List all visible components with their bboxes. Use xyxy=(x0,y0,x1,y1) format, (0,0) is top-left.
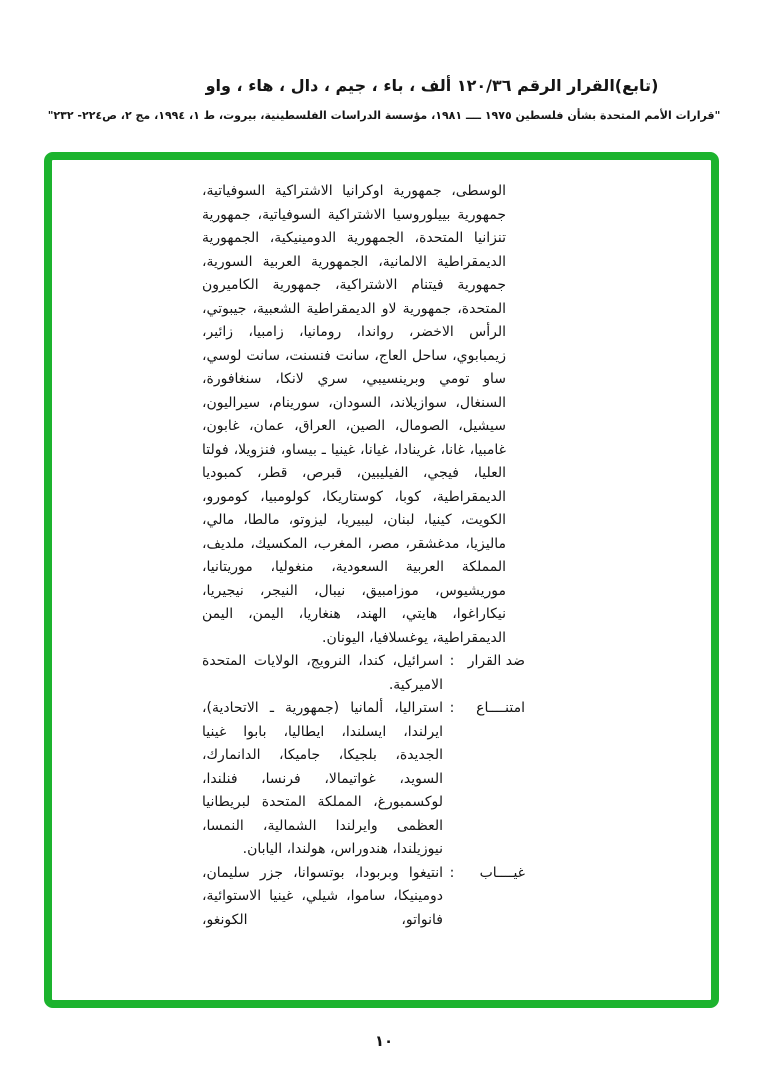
label-colon: : xyxy=(449,700,455,716)
abstention-label: امتنــــاع xyxy=(476,700,525,716)
vote-against-label: ضد القرار xyxy=(467,653,525,669)
abstention-countries: استراليا، ألمانيا (جمهورية ـ الاتحادية)، ايرلندا، ايسلندا، ايطاليا، بابوا غينيا الجديدة، بلجيكا، جاميكا، الدانمارك، السويد، غواتيمالا، فرنسا، فنلندا، لوكسمبورغ، المملكة المتحدة لبريطانيا العظمى وايرلندا الشمالية، النمسا، نيوزيلندا، هندوراس، هولندا، اليابان. xyxy=(202,700,443,857)
content-frame xyxy=(44,152,719,1008)
label-colon: : xyxy=(449,864,455,881)
label-colon: : xyxy=(449,653,455,669)
header-source-citation: "قرارات الأمم المتحدة بشأن فلسطين ١٩٧٥ ــــ ١٩٨١، مؤسسة الدراسات الفلسطينية، بيروت، ط ١، ١٩٩٤، مج ٢، ص٢٢٤- ٢٣٢" xyxy=(47,109,721,122)
absent-label: غيــــاب xyxy=(479,864,525,881)
header-resolution-title: (تابع)القرار الرقم ١٢٠/٣٦ ألف ، باء ، جيم ، دال ، هاء ، واو xyxy=(205,76,659,95)
vote-against-section xyxy=(202,650,525,697)
absent-section xyxy=(202,862,525,933)
abstention-section xyxy=(202,697,525,862)
in-favor-country-list: الوسطى، جمهورية اوكرانيا الاشتراكية السوفياتية، جمهورية بييلوروسيا الاشتراكية السوفياتية، جمهورية تنزانيا المتحدة، الجمهورية الدومينيكية، الجمهورية الديمقراطية الالمانية، الجمهورية العربية السورية، جمهورية فيتنام الاشتراكية، جمهورية الكاميرون المتحدة، جمهورية لاو الديمقراطية الشعبية، جيبوتي، الرأس الاخضر، رواندا، رومانيا، زامبيا، زائير، زيمبابوي، ساحل العاج، سانت فنسنت، سانت لوسي، ساو تومي وبرينسيبي، سري لانكا، سنغافورة، السنغال، سوازيلاند، السودان، سورينام، سيراليون، سيشيل، الصومال، الصين، العراق، عمان، غابون، غامبيا، غانا، غرينادا، غيانا، غينيا ـ بيساو، فنزويلا، فولتا العليا، فيجي، الفيليبين، قبرص، قطر، كمبوديا الديمقراطية، كوبا، كوستاريكا، كولومبيا، كومورو، الكويت، كينيا، لبنان، ليبيريا، ليزوتو، مالطا، مالي، ماليزيا، مدغشقر، مصر، المغرب، المكسيك، ملديف، المملكة العربية السعودية، منغوليا، موريتانيا، موريشيوس، موزامبيق، نيبال، النيجر، نيجيريا، نيكاراغوا، هايتي، الهند، هنغاريا، اليمن، اليمن الديمقراطية، يوغسلافيا، اليونان. xyxy=(202,183,506,646)
vote-sections xyxy=(202,650,525,932)
absent-countries: انتيغوا وبربودا، بوتسوانا، جزر سليمان، دومينيكا، ساموا، شيلي، غينيا الاستوائية، فانواتو، الكونغو، xyxy=(202,864,443,928)
page-number: ١٠ xyxy=(374,1032,394,1050)
vote-against-countries: اسرائيل، كندا، النرويج، الولايات المتحدة الاميركية. xyxy=(202,653,443,693)
